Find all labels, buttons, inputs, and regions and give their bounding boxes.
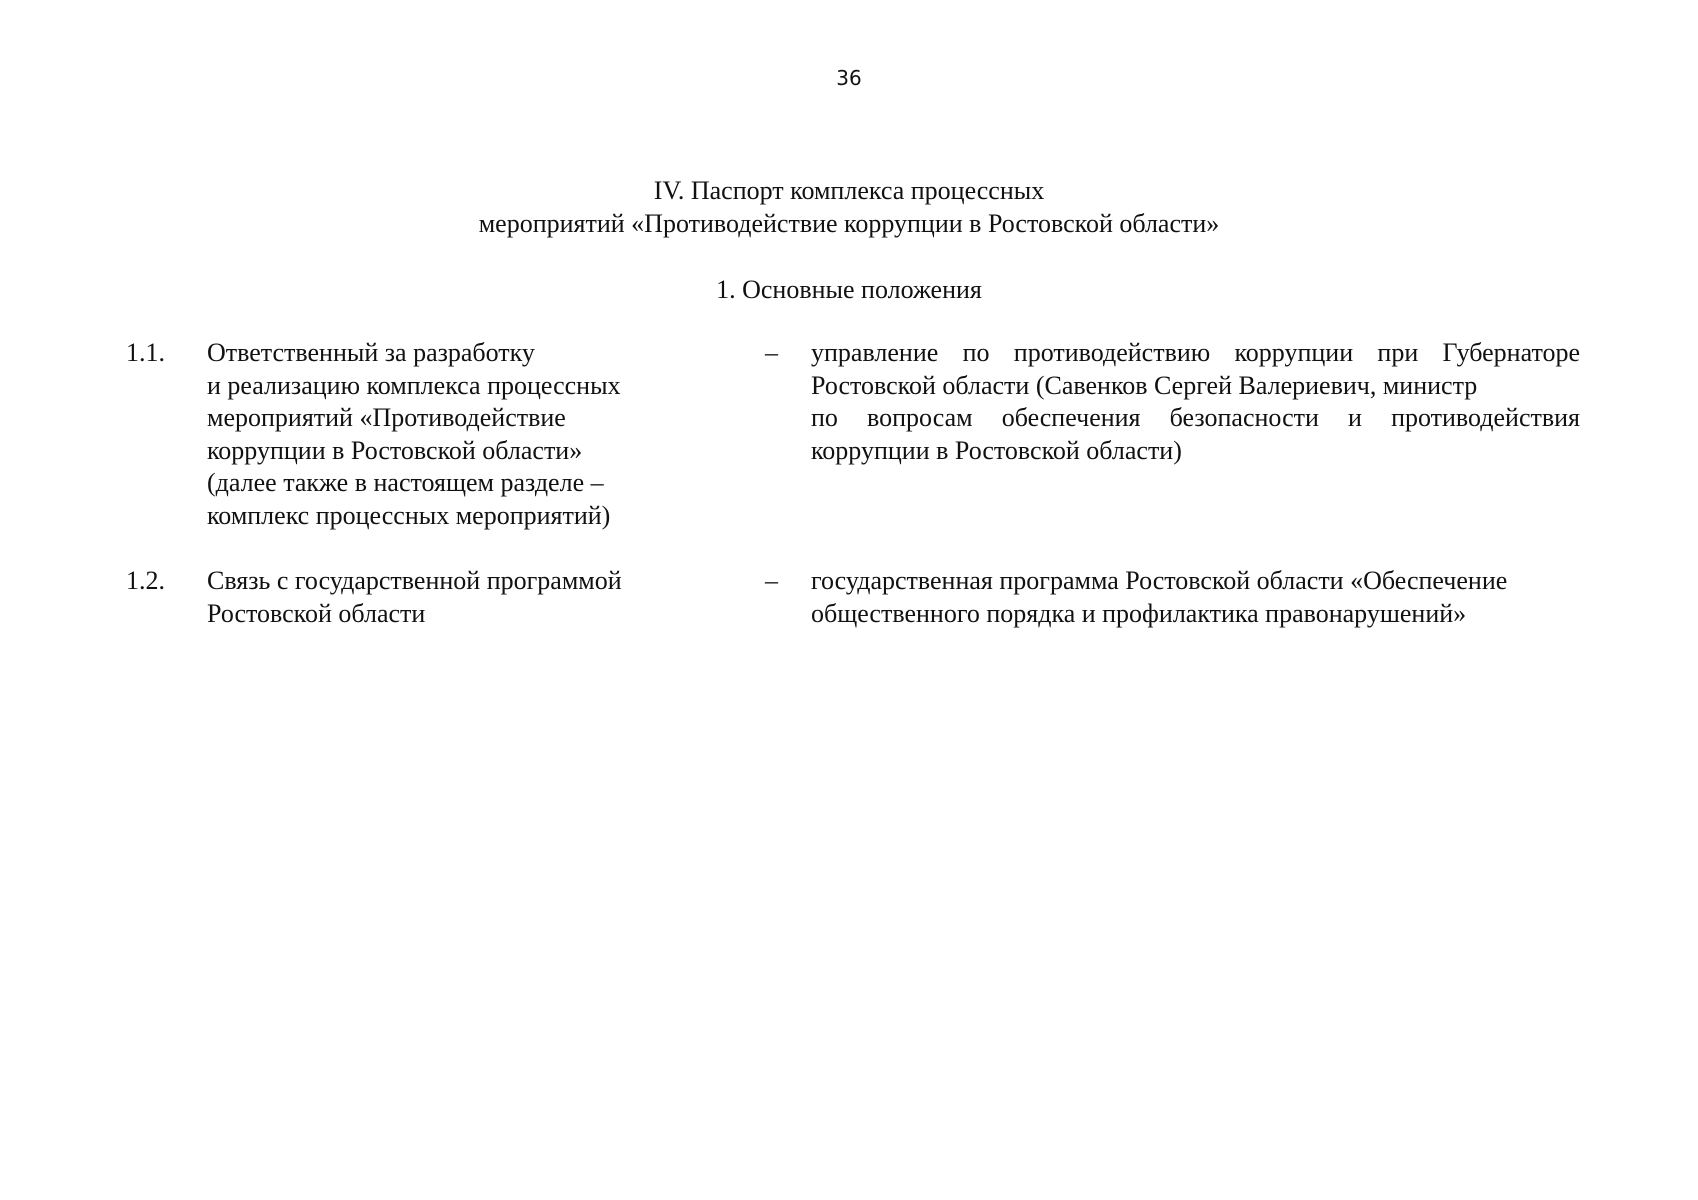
item-label-line: (далее также в настоящем разделе –	[207, 468, 604, 498]
item-label	[207, 565, 677, 630]
item-label-line: мероприятий «Противодействие	[207, 403, 566, 433]
item-label-line: Связь с государственной программой	[207, 566, 622, 595]
item-label-line: коррупции в Ростовской области»	[207, 435, 583, 465]
item-label-line: комплекс процессных мероприятий)	[207, 500, 611, 530]
item-value-line: по вопросам обеспечения безопасности и противодействия	[811, 403, 1580, 433]
item-dash: –	[765, 338, 778, 367]
subsection-title: 1. Основные положения	[716, 275, 982, 304]
section-title-line-1: IV. Паспорт комплекса процессных	[653, 176, 1045, 205]
item-value	[811, 565, 1580, 630]
item-number: 1.1.	[126, 338, 165, 367]
item-label-line: Ответственный за разработку	[207, 338, 535, 367]
item-value	[811, 337, 1580, 467]
section-title	[0, 174, 1698, 240]
item-value-line: общественного порядка и профилактика правонарушений»	[811, 598, 1467, 628]
item-label	[207, 337, 677, 533]
item-label-line: Ростовской области	[207, 598, 426, 628]
item-dash: –	[765, 566, 778, 595]
item-label-line: и реализацию комплекса процессных	[207, 370, 621, 400]
item-value-line: Ростовской области (Савенков Сергей Валериевич, министр	[811, 370, 1478, 400]
item-value-line: государственная программа Ростовской области «Обеспечение	[811, 566, 1508, 595]
section-title-line-2: мероприятий «Противодействие коррупции в Ростовской области»	[478, 209, 1220, 238]
item-value-line: управление по противодействию коррупции при Губернаторе	[811, 338, 1580, 367]
item-value-line: коррупции в Ростовской области)	[811, 435, 1182, 465]
page-number: 36	[836, 66, 862, 90]
item-number: 1.2.	[126, 566, 165, 595]
